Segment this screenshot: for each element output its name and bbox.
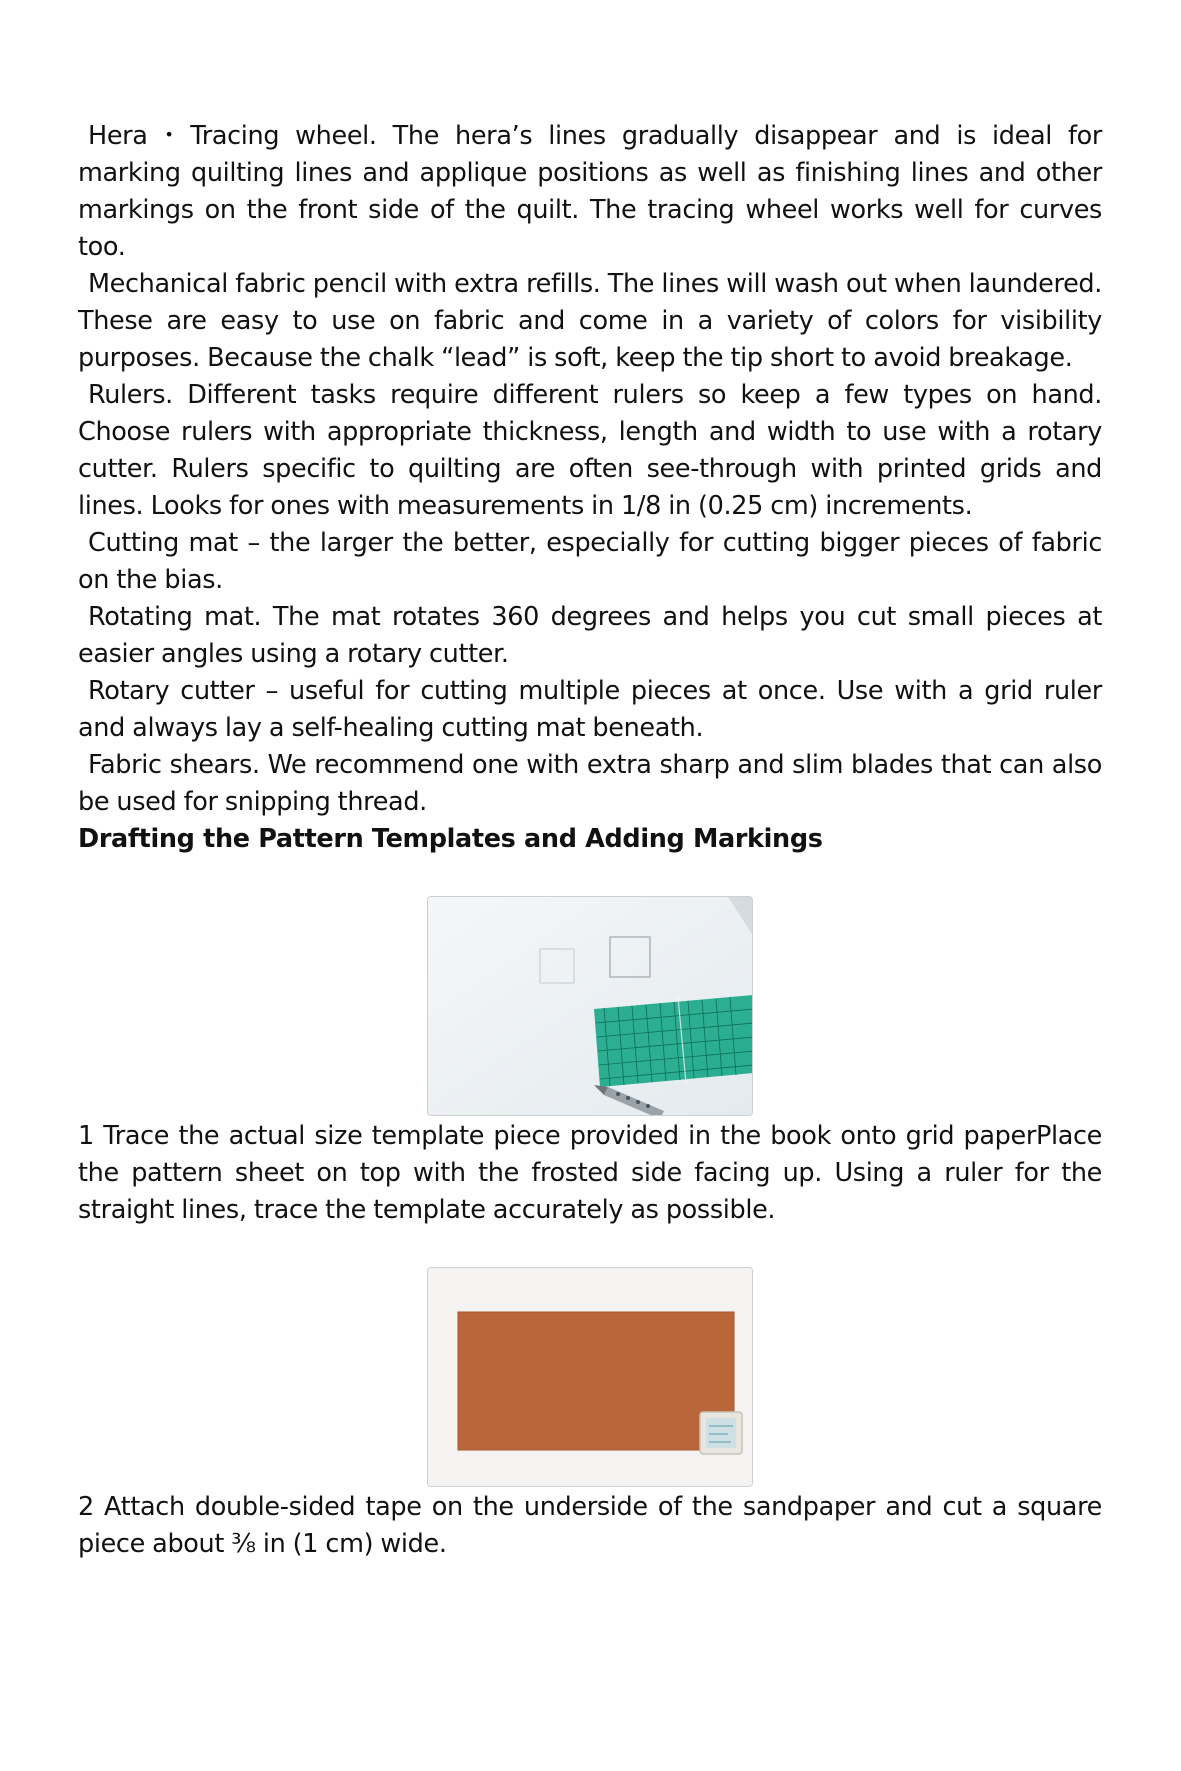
step-1-text: 1 Trace the actual size template piece provided in the book onto grid paperPlace the pattern sheet on top with the frosted side facing up. Using a ruler for the straight lines, trace the template accurately as possible. <box>78 1121 1102 1225</box>
paragraph-rulers: Rulers. Different tasks require different rulers so keep a few types on hand. Choose rulers with appropriate thickness, length and width to use with a rotary cutter. Rulers specific to quilting are often see-through with printed grids and lines. Looks for ones with measurements in 1/8 in (0.25 cm) increments. <box>78 380 1102 521</box>
green-ruler <box>594 995 753 1087</box>
section-heading: Drafting the Pattern Templates and Adding Markings <box>78 824 823 854</box>
paragraph-rotating-mat: Rotating mat. The mat rotates 360 degrees and helps you cut small pieces at easier angles using a rotary cutter. <box>78 602 1102 669</box>
document-page <box>78 118 1102 1563</box>
sandpaper-square-piece <box>700 1412 742 1454</box>
paragraph-cutting-mat: Cutting mat – the larger the better, especially for cutting bigger pieces of fabric on the bias. <box>78 528 1102 595</box>
photo-sandpaper <box>427 1267 753 1487</box>
paragraph-fabric-shears: Fabric shears. We recommend one with extra sharp and slim blades that can also be used for snipping thread. <box>78 750 1102 817</box>
sandpaper-photo-illustration <box>428 1268 753 1487</box>
paragraph-rotary-cutter: Rotary cutter – useful for cutting multiple pieces at once. Use with a grid ruler and always lay a self-healing cutting mat beneath. <box>78 676 1102 743</box>
photo-template-tracing <box>427 896 753 1116</box>
paragraph-fabric-pencil: Mechanical fabric pencil with extra refills. The lines will wash out when laundered. These are easy to use on fabric and come in a variety of colors for visibility purposes. Because the chalk “lead” is soft, keep the tip short to avoid breakage. <box>78 269 1102 373</box>
sandpaper-sheet <box>458 1312 734 1450</box>
paragraph-hera-tracing-wheel: Hera・Tracing wheel. The hera’s lines gradually disappear and is ideal for marking quilting lines and applique positions as well as finishing lines and other markings on the front side of the quilt. The tracing wheel works well for curves too. <box>78 121 1102 262</box>
step-2-text: 2 Attach double-sided tape on the underside of the sandpaper and cut a square piece about ⅜ in (1 cm) wide. <box>78 1492 1102 1559</box>
tracing-photo-illustration <box>428 897 753 1116</box>
